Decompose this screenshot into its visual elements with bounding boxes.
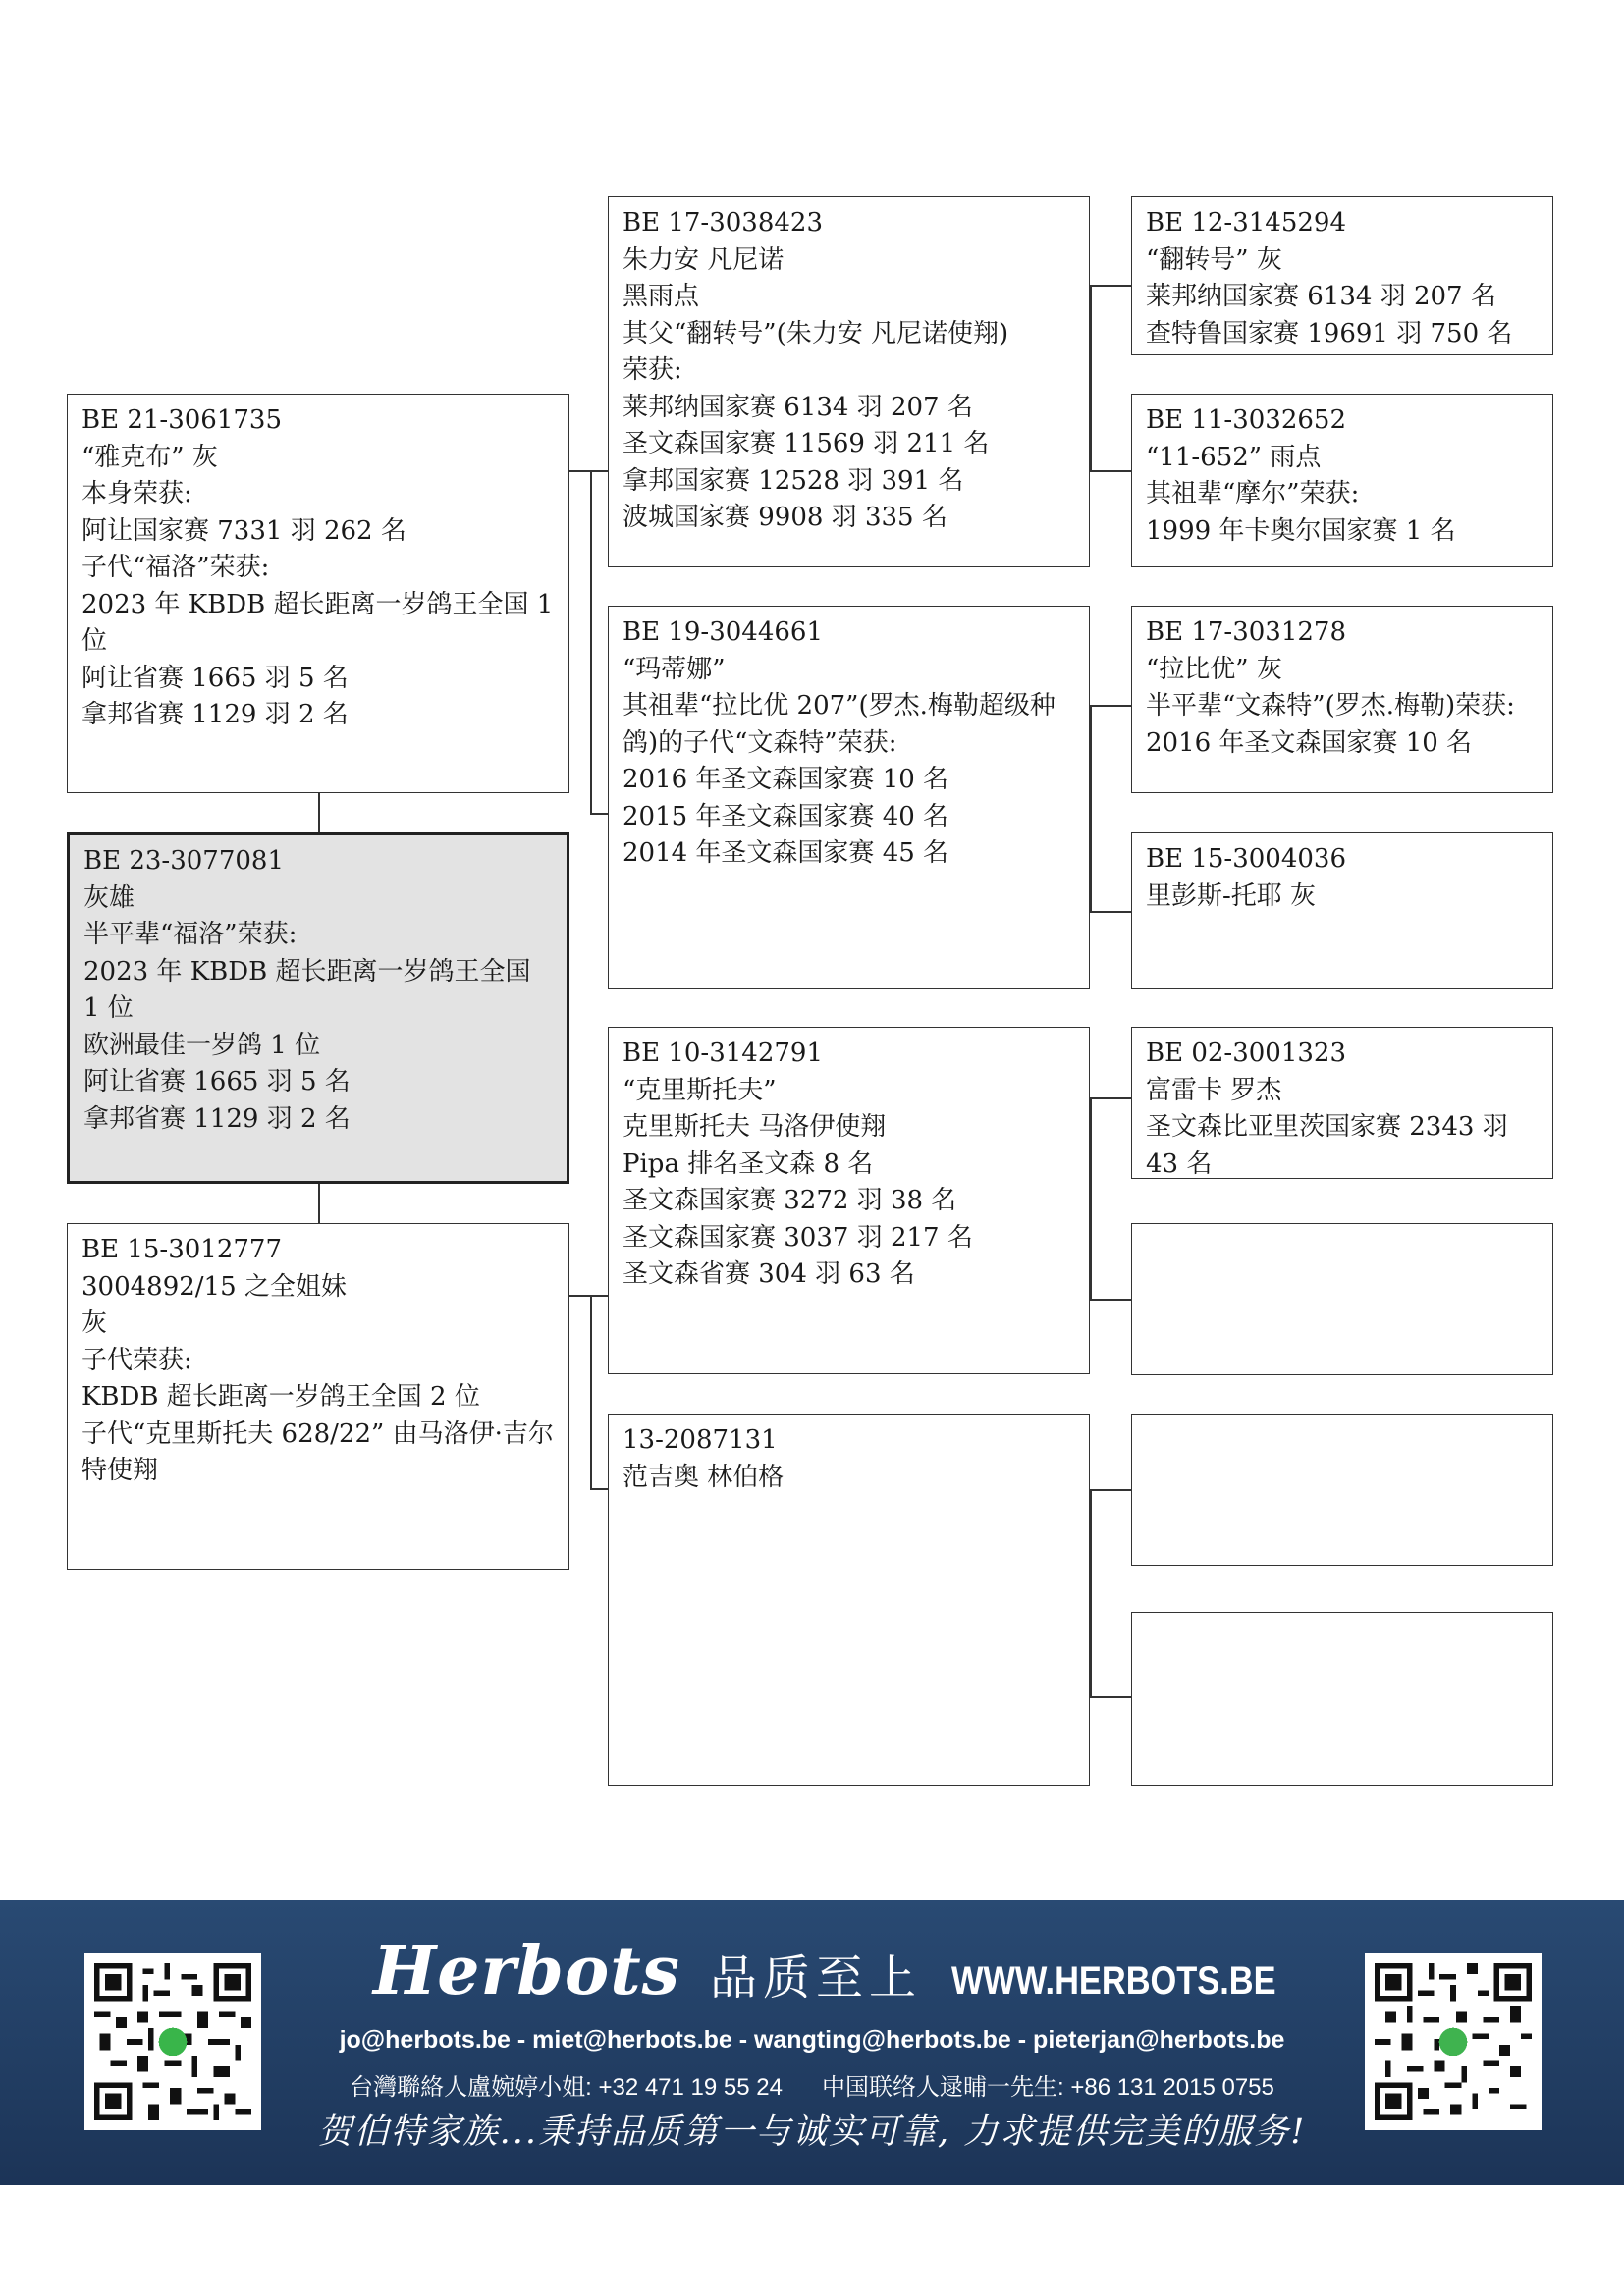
pedigree-line: 1999 年卡奥尔国家赛 1 名 xyxy=(1146,515,1456,546)
pedigree-line: 圣文森国家赛 11569 羽 211 名 xyxy=(623,429,990,458)
pedigree-line: 3004892/15 之全姐妹 xyxy=(81,1271,347,1302)
connector-ss-out xyxy=(1090,285,1131,287)
pedigree-line: 2023 年 KBDB 超长距离一岁鸽王全国 1 位 xyxy=(83,956,531,1023)
connector-dam-out xyxy=(569,1295,591,1297)
pedigree-box-sire-dam xyxy=(608,606,1090,989)
website-link[interactable]: WWW.HERBOTS.BE xyxy=(950,1959,1276,2002)
connector-sd-branch xyxy=(1090,705,1092,912)
connector-sire-branch xyxy=(590,470,592,814)
ring-number: BE 21-3061735 xyxy=(81,405,283,435)
pedigree-line: “玛蒂娜” xyxy=(623,654,726,684)
pedigree-box-subject xyxy=(67,832,569,1184)
connector-sire-to-sd xyxy=(590,813,608,815)
ring-number: BE 15-3004036 xyxy=(1146,844,1347,874)
pedigree-line: 黑雨点 xyxy=(623,282,700,311)
pedigree-line: 其祖辈“摩尔”荣获: xyxy=(1146,479,1360,508)
pedigree-box-sd-sire xyxy=(1131,606,1553,793)
pedigree-box-dd-dam xyxy=(1131,1612,1553,1786)
pedigree-line: 荣获: xyxy=(623,355,682,385)
pedigree-line: 波城国家赛 9908 羽 335 名 xyxy=(623,503,947,532)
pedigree-line: 灰雄 xyxy=(83,882,135,913)
pedigree-line: 2016 年圣文森国家赛 10 名 xyxy=(623,765,949,794)
pedigree-line: “11-652” 雨点 xyxy=(1146,442,1322,472)
connector-subject-dam xyxy=(318,1184,320,1224)
ring-number: BE 12-3145294 xyxy=(1146,208,1347,238)
ring-number: BE 19-3044661 xyxy=(623,617,824,647)
pedigree-line: “拉比优” 灰 xyxy=(1146,654,1282,684)
pedigree-line: 莱邦纳国家赛 6134 羽 207 名 xyxy=(1146,282,1496,311)
connector-ss-out-2 xyxy=(1090,470,1131,472)
pedigree-line: 拿邦省赛 1129 羽 2 名 xyxy=(81,700,349,729)
pedigree-line: 其祖辈“拉比优 207”(罗杰.梅勒超级种鸽)的子代“文森特”荣获: xyxy=(623,691,1056,758)
ring-number: BE 02-3001323 xyxy=(1146,1039,1347,1068)
pedigree-box-ss-dam xyxy=(1131,394,1553,567)
pedigree-line: 本身荣获: xyxy=(81,479,192,508)
pedigree-line: 克里斯托夫 马洛伊使翔 xyxy=(623,1112,887,1142)
pedigree-line: 阿让省赛 1665 羽 5 名 xyxy=(83,1067,351,1096)
pedigree-line: 2014 年圣文森国家赛 45 名 xyxy=(623,838,949,868)
pedigree-line: 欧洲最佳一岁鸽 1 位 xyxy=(83,1030,321,1060)
ring-number: BE 15-3012777 xyxy=(81,1235,283,1264)
pedigree-line: 圣文森国家赛 3272 羽 38 名 xyxy=(623,1186,957,1215)
connector-dam-branch xyxy=(590,1295,592,1489)
pedigree-line: 范吉奥 林伯格 xyxy=(623,1462,785,1492)
pedigree-box-ds-dam xyxy=(1131,1223,1553,1375)
pedigree-line: “雅克布” 灰 xyxy=(81,442,218,472)
connector-ds-to-sire xyxy=(1090,1097,1131,1099)
pedigree-line: 查特鲁国家赛 19691 羽 750 名 xyxy=(1146,318,1513,348)
pedigree-box-dam xyxy=(67,1223,569,1570)
connector-sd-to-dam xyxy=(1090,911,1131,913)
pedigree-box-ds-sire xyxy=(1131,1027,1553,1179)
pedigree-line: 2023 年 KBDB 超长距离一岁鸽王全国 1 位 xyxy=(81,589,554,656)
connector-sire-to-ss xyxy=(590,470,608,472)
footer-tagline: 贺伯特家族...秉持品质第一与诚实可靠, 力求提供完美的服务! xyxy=(317,2112,1307,2152)
pedigree-line: 半平辈“文森特”(罗杰.梅勒)荣获: xyxy=(1146,691,1515,721)
footer-banner xyxy=(0,1900,1624,2185)
pedigree-line: 子代荣获: xyxy=(81,1345,192,1375)
pedigree-line: 子代“福洛”荣获: xyxy=(81,553,270,582)
herbots-logo: Herbots xyxy=(373,1932,680,2010)
ring-number: BE 10-3142791 xyxy=(623,1039,824,1068)
pedigree-line: 富雷卡 罗杰 xyxy=(1146,1075,1282,1105)
ring-number: BE 11-3032652 xyxy=(1146,405,1347,435)
pedigree-line: 其父“翻转号”(朱力安 凡尼诺使翔) xyxy=(623,318,1009,348)
pedigree-box-dd-sire xyxy=(1131,1414,1553,1566)
ring-number: BE 23-3077081 xyxy=(83,846,285,876)
pedigree-line: KBDB 超长距离一岁鸽王全国 2 位 xyxy=(81,1382,480,1412)
pedigree-line: 朱力安 凡尼诺 xyxy=(623,244,785,275)
taiwan-contact: 台灣聯絡人盧婉婷小姐: +32 471 19 55 24 xyxy=(350,2074,783,2101)
pedigree-box-dam-sire xyxy=(608,1027,1090,1374)
connector-dd-to-dam xyxy=(1090,1696,1131,1698)
footer-slogan: 品质至上 xyxy=(709,1950,922,2005)
email-addresses[interactable]: jo@herbots.be - miet@herbots.be - wangting@herbots.be - pieterjan@herbots.be xyxy=(339,2026,1285,2054)
pedigree-line: 莱邦纳国家赛 6134 羽 207 名 xyxy=(623,392,973,422)
ring-number: BE 17-3038423 xyxy=(623,208,824,238)
pedigree-line: 灰 xyxy=(81,1308,108,1338)
connector-dam-to-dd xyxy=(590,1488,608,1490)
connector-dd-branch xyxy=(1090,1489,1092,1697)
contact-numbers xyxy=(0,2067,1624,2102)
pedigree-box-sire xyxy=(67,394,569,793)
connector-sd-to-sire xyxy=(1090,705,1131,707)
pedigree-line: 圣文森省赛 304 羽 63 名 xyxy=(623,1259,915,1289)
pedigree-box-ss-sire xyxy=(1131,196,1553,355)
connector-sire-subject xyxy=(318,793,320,834)
connector-dam-to-ds xyxy=(590,1295,608,1297)
pedigree-line: 里彭斯-托耶 灰 xyxy=(1146,881,1317,911)
ring-number: 13-2087131 xyxy=(623,1425,778,1455)
pedigree-line: 拿邦国家赛 12528 羽 391 名 xyxy=(623,465,964,496)
connector-ds-branch xyxy=(1090,1097,1092,1300)
connector-sire-out xyxy=(569,470,591,472)
pedigree-line: 阿让国家赛 7331 羽 262 名 xyxy=(81,515,406,546)
pedigree-line: 圣文森国家赛 3037 羽 217 名 xyxy=(623,1222,973,1253)
connector-ss-branch xyxy=(1090,285,1092,471)
pedigree-line: 阿让省赛 1665 羽 5 名 xyxy=(81,663,349,693)
pedigree-line: 半平辈“福洛”荣获: xyxy=(83,920,298,949)
pedigree-line: 拿邦省赛 1129 羽 2 名 xyxy=(83,1103,351,1134)
pedigree-line: 2016 年圣文森国家赛 10 名 xyxy=(1146,727,1473,758)
pedigree-box-sire-sire xyxy=(608,196,1090,567)
pedigree-line: “克里斯托夫” xyxy=(623,1075,777,1105)
footer-brand-row xyxy=(373,1932,1328,2020)
china-contact: 中国联络人逯晡一先生: +86 131 2015 0755 xyxy=(822,2074,1274,2101)
ring-number: BE 17-3031278 xyxy=(1146,617,1347,647)
pedigree-line: 圣文森比亚里茨国家赛 2343 羽 43 名 xyxy=(1146,1112,1508,1179)
pedigree-box-dam-dam xyxy=(608,1414,1090,1786)
pedigree-line: Pipa 排名圣文森 8 名 xyxy=(623,1148,874,1179)
pedigree-line: 2015 年圣文森国家赛 40 名 xyxy=(623,801,949,831)
connector-dd-to-sire xyxy=(1090,1489,1131,1491)
pedigree-line: 子代“克里斯托夫 628/22” 由马洛伊·吉尔特使翔 xyxy=(81,1418,554,1485)
pedigree-line: “翻转号” 灰 xyxy=(1146,244,1282,275)
connector-ds-to-dam xyxy=(1090,1299,1131,1301)
pedigree-box-sd-dam xyxy=(1131,832,1553,989)
